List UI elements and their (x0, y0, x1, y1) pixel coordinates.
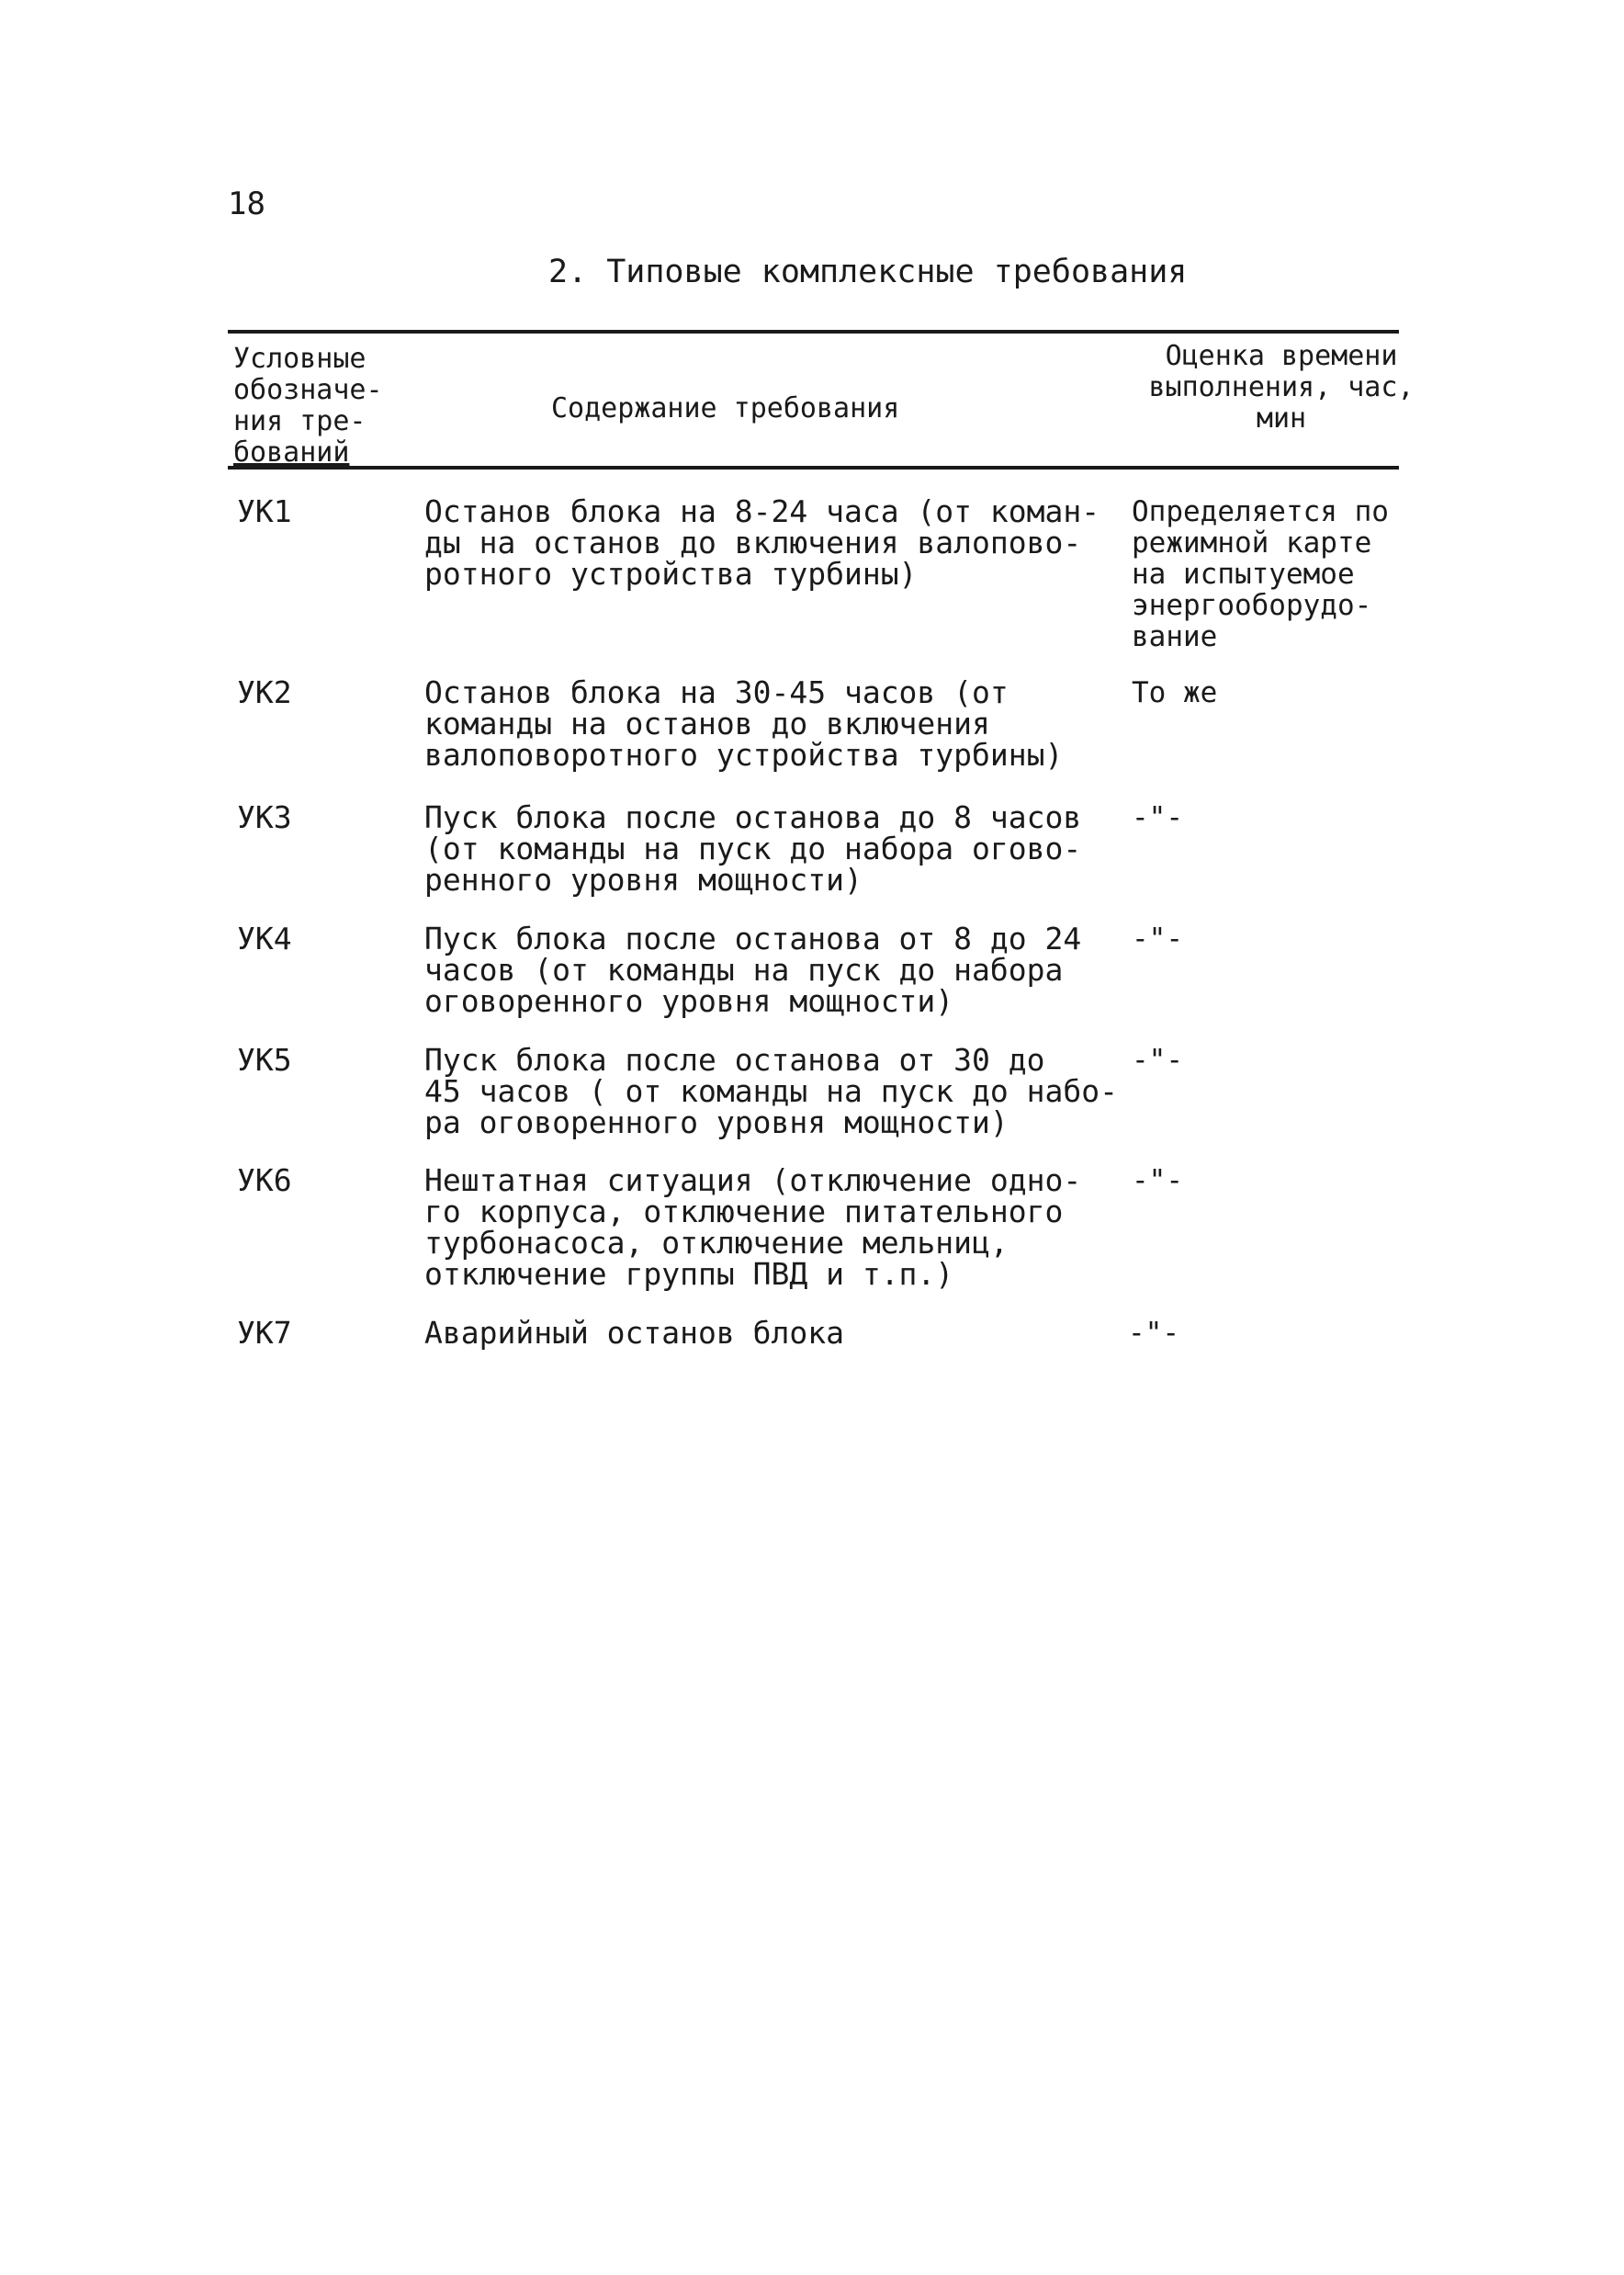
header-code-last: бований (233, 436, 350, 469)
row-time: -"- (1132, 801, 1183, 834)
page-number: 18 (228, 186, 265, 222)
row-content: Аварийный останов блока (424, 1315, 844, 1351)
header-code-text: Условные обозначе- ния тре- (233, 343, 383, 437)
table-header-rule (228, 466, 1399, 470)
table-top-rule (228, 330, 1399, 334)
header-time: Оценка времени выполнения, час, мин (1148, 340, 1415, 435)
row-time: То же (1132, 676, 1218, 709)
row-code: УК7 (237, 1315, 292, 1351)
row-content: Пуск блока после останова от 8 до 24 часов (от команды на пуск до набора оговоренного уровня мощности) (424, 921, 1082, 1019)
header-code (233, 344, 417, 469)
section-title: 2. Типовые комплексные требования (548, 254, 1188, 290)
header-content: Содержание требования (551, 392, 900, 424)
row-code: УК2 (237, 674, 292, 710)
row-time: Определяется по режимной карте на испытуемое энергооборудо- вание (1132, 495, 1389, 653)
row-code: УК3 (237, 799, 292, 835)
row-time: -"- (1128, 1317, 1179, 1350)
row-time: -"- (1132, 1164, 1183, 1197)
row-content: Пуск блока после останова от 30 до 45 часов ( от команды на пуск до набо- ра оговоренного уровня мощности) (424, 1042, 1118, 1140)
row-code: УК1 (237, 493, 292, 529)
row-content: Останов блока на 8-24 часа (от коман- ды на останов до включения валопово- ротного устройства турбины) (424, 493, 1100, 592)
row-code: УК5 (237, 1042, 292, 1078)
row-time: -"- (1132, 922, 1183, 956)
row-content: Пуск блока после останова до 8 часов (от команды на пуск до набора огово- ренного уровня мощности) (424, 799, 1082, 898)
row-time: -"- (1132, 1044, 1183, 1077)
row-content: Останов блока на 30-45 часов (от команды на останов до включения валоповоротного устройства турбины) (424, 674, 1064, 773)
row-content: Нештатная ситуация (отключение одно- го корпуса, отключение питательного турбонасоса, отключение мельниц, отключение группы ПВД и т.п.) (424, 1162, 1082, 1292)
row-code: УК6 (237, 1162, 292, 1198)
row-code: УК4 (237, 921, 292, 956)
